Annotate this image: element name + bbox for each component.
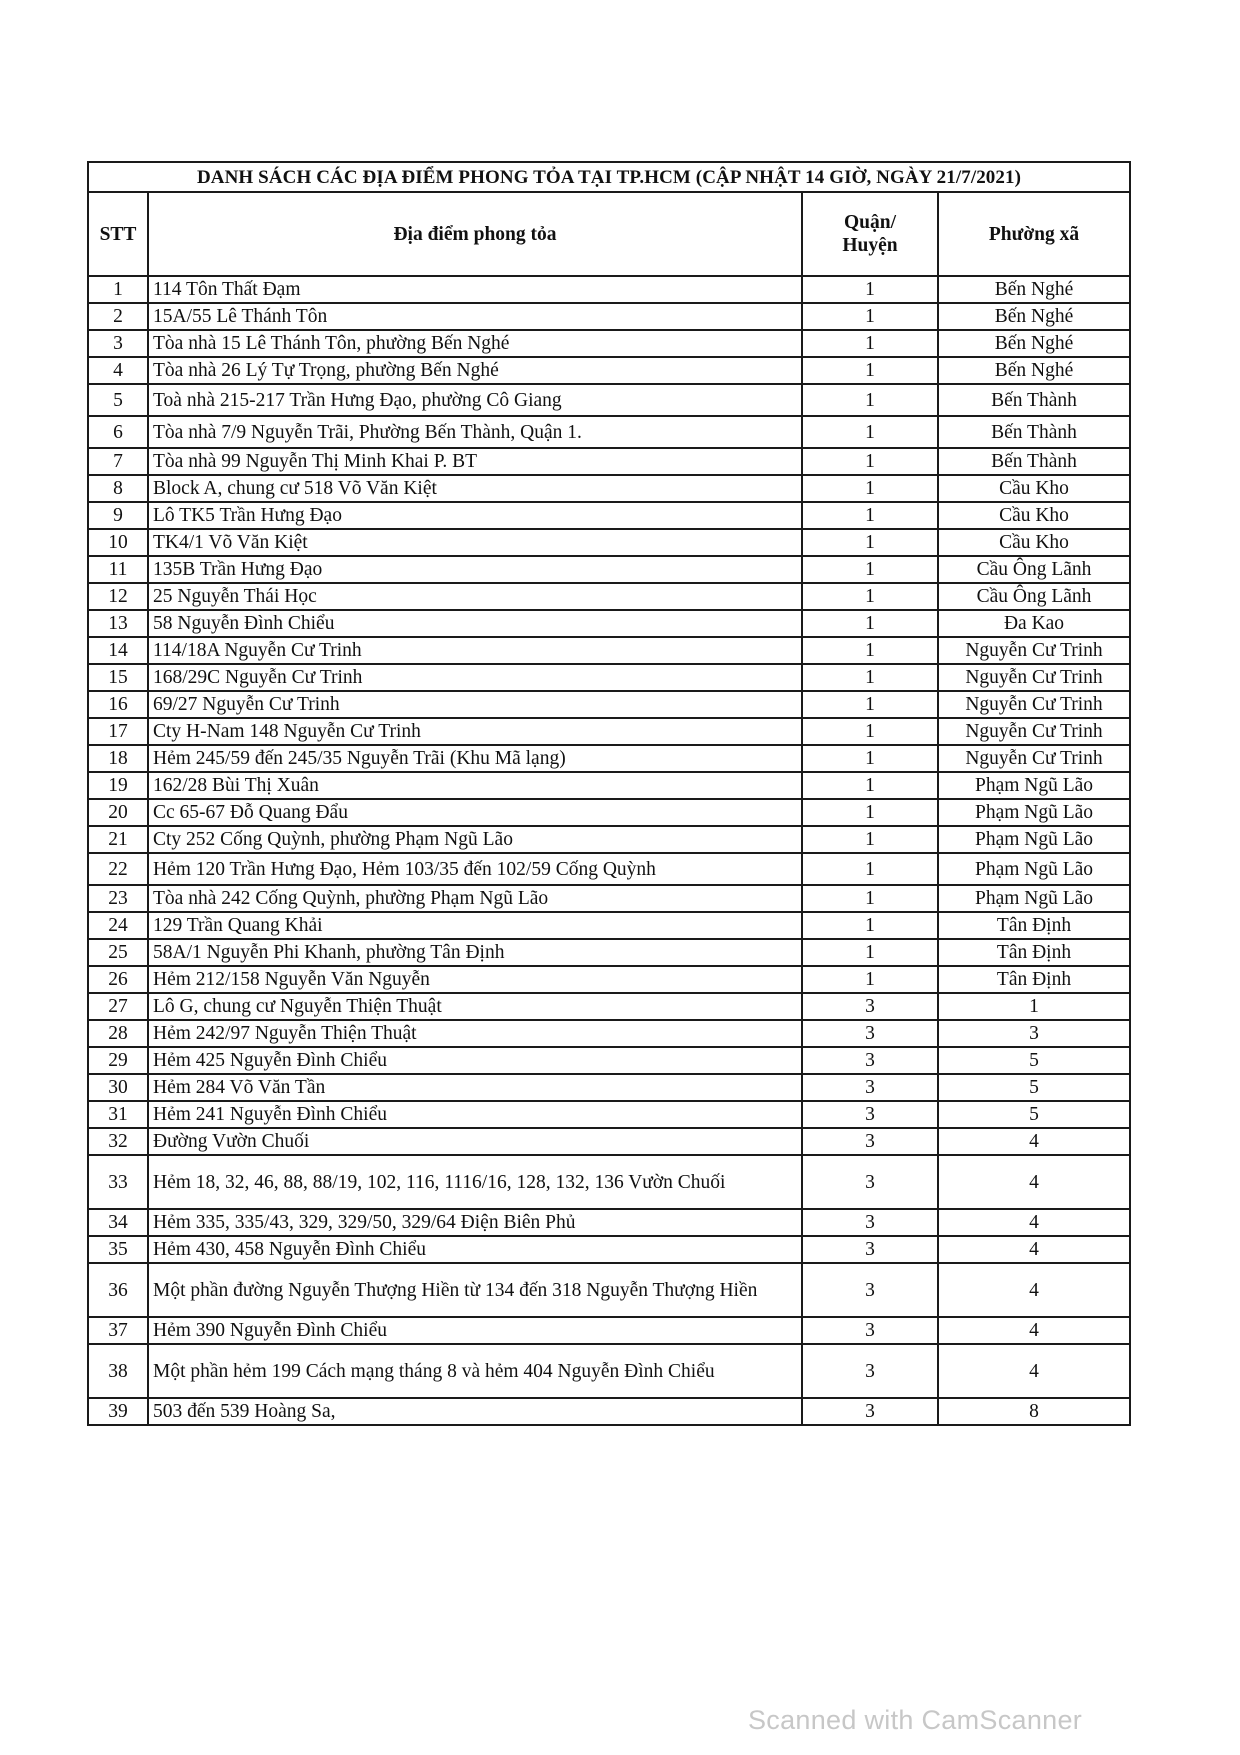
table-row	[88, 966, 1130, 993]
header-location: Địa điểm phong tỏa	[148, 192, 802, 276]
row-district: 3	[802, 1128, 938, 1155]
row-district: 1	[802, 853, 938, 885]
row-stt: 13	[88, 610, 148, 637]
row-ward: 4	[938, 1236, 1130, 1263]
row-district: 3	[802, 1263, 938, 1317]
row-stt: 2	[88, 303, 148, 330]
row-stt: 16	[88, 691, 148, 718]
document-title: DANH SÁCH CÁC ĐỊA ĐIỂM PHONG TỎA TẠI TP.HCM (CẬP NHẬT 14 GIỜ, NGÀY 21/7/2021)	[88, 162, 1130, 192]
row-ward: 8	[938, 1398, 1130, 1425]
row-ward: Cầu Ông Lãnh	[938, 583, 1130, 610]
lockdown-table	[87, 161, 1131, 1426]
row-ward: 4	[938, 1155, 1130, 1209]
scanner-watermark: Scanned with CamScanner	[748, 1705, 1083, 1735]
row-ward: Phạm Ngũ Lão	[938, 799, 1130, 826]
row-stt: 18	[88, 745, 148, 772]
row-stt: 17	[88, 718, 148, 745]
row-location: Tòa nhà 15 Lê Thánh Tôn, phường Bến Nghé	[148, 330, 802, 357]
row-location: 69/27 Nguyễn Cư Trinh	[148, 691, 802, 718]
table-row	[88, 384, 1130, 416]
table-row	[88, 1263, 1130, 1317]
row-stt: 28	[88, 1020, 148, 1047]
header-district-line2: Huyện	[842, 235, 898, 256]
row-ward: 5	[938, 1047, 1130, 1074]
table-row	[88, 502, 1130, 529]
row-district: 3	[802, 1209, 938, 1236]
row-location: 114/18A Nguyễn Cư Trinh	[148, 637, 802, 664]
row-stt: 36	[88, 1263, 148, 1317]
table-row	[88, 303, 1130, 330]
row-location: Hẻm 242/97 Nguyễn Thiện Thuật	[148, 1020, 802, 1047]
row-ward: 5	[938, 1101, 1130, 1128]
row-ward: 3	[938, 1020, 1130, 1047]
table-row	[88, 826, 1130, 853]
row-stt: 38	[88, 1344, 148, 1398]
row-district: 1	[802, 691, 938, 718]
row-district: 1	[802, 912, 938, 939]
row-stt: 20	[88, 799, 148, 826]
table-row	[88, 885, 1130, 912]
row-ward: 5	[938, 1074, 1130, 1101]
table-row	[88, 1128, 1130, 1155]
row-location: Hẻm 390 Nguyễn Đình Chiểu	[148, 1317, 802, 1344]
row-location: Tòa nhà 7/9 Nguyễn Trãi, Phường Bến Thành, Quận 1.	[148, 416, 802, 448]
row-ward: 1	[938, 993, 1130, 1020]
row-stt: 19	[88, 772, 148, 799]
table-row	[88, 583, 1130, 610]
table-row	[88, 556, 1130, 583]
row-ward: Tân Định	[938, 966, 1130, 993]
table-row	[88, 1236, 1130, 1263]
row-location: Hẻm 430, 458 Nguyễn Đình Chiểu	[148, 1236, 802, 1263]
table-row	[88, 691, 1130, 718]
row-district: 1	[802, 826, 938, 853]
table-row	[88, 610, 1130, 637]
table-row	[88, 718, 1130, 745]
row-district: 1	[802, 885, 938, 912]
row-ward: Phạm Ngũ Lão	[938, 885, 1130, 912]
row-stt: 4	[88, 357, 148, 384]
row-stt: 35	[88, 1236, 148, 1263]
row-ward: 4	[938, 1263, 1130, 1317]
row-district: 3	[802, 1344, 938, 1398]
row-district: 3	[802, 993, 938, 1020]
row-ward: Cầu Kho	[938, 502, 1130, 529]
row-location: Hẻm 245/59 đến 245/35 Nguyễn Trãi (Khu Mã lạng)	[148, 745, 802, 772]
table-row	[88, 1398, 1130, 1425]
row-ward: Phạm Ngũ Lão	[938, 826, 1130, 853]
row-location: 58A/1 Nguyễn Phi Khanh, phường Tân Định	[148, 939, 802, 966]
row-location: Tòa nhà 99 Nguyễn Thị Minh Khai P. BT	[148, 448, 802, 475]
table-row	[88, 1317, 1130, 1344]
table-row	[88, 637, 1130, 664]
row-stt: 11	[88, 556, 148, 583]
row-district: 1	[802, 502, 938, 529]
row-location: Block A, chung cư 518 Võ Văn Kiệt	[148, 475, 802, 502]
table-row	[88, 276, 1130, 303]
table-row	[88, 529, 1130, 556]
row-district: 1	[802, 772, 938, 799]
row-district: 1	[802, 718, 938, 745]
table-body	[88, 276, 1130, 1425]
row-ward: Phạm Ngũ Lão	[938, 772, 1130, 799]
row-district: 1	[802, 799, 938, 826]
row-location: Hẻm 212/158 Nguyễn Văn Nguyễn	[148, 966, 802, 993]
table-row	[88, 1344, 1130, 1398]
row-stt: 33	[88, 1155, 148, 1209]
row-location: Hẻm 241 Nguyễn Đình Chiểu	[148, 1101, 802, 1128]
row-ward: Bến Thành	[938, 416, 1130, 448]
row-district: 1	[802, 448, 938, 475]
row-ward: Bến Nghé	[938, 303, 1130, 330]
row-location: Toà nhà 215-217 Trần Hưng Đạo, phường Cô Giang	[148, 384, 802, 416]
row-location: 58 Nguyễn Đình Chiểu	[148, 610, 802, 637]
row-location: 15A/55 Lê Thánh Tôn	[148, 303, 802, 330]
row-district: 1	[802, 357, 938, 384]
row-district: 1	[802, 637, 938, 664]
row-stt: 3	[88, 330, 148, 357]
row-ward: Nguyễn Cư Trinh	[938, 691, 1130, 718]
row-stt: 37	[88, 1317, 148, 1344]
row-ward: Bến Thành	[938, 448, 1130, 475]
row-location: 135B Trần Hưng Đạo	[148, 556, 802, 583]
row-stt: 1	[88, 276, 148, 303]
row-district: 1	[802, 330, 938, 357]
row-stt: 39	[88, 1398, 148, 1425]
row-stt: 30	[88, 1074, 148, 1101]
row-district: 3	[802, 1020, 938, 1047]
table-row	[88, 330, 1130, 357]
row-ward: Bến Nghé	[938, 276, 1130, 303]
row-location: Cc 65-67 Đỗ Quang Đẩu	[148, 799, 802, 826]
row-stt: 26	[88, 966, 148, 993]
row-stt: 9	[88, 502, 148, 529]
row-ward: 4	[938, 1128, 1130, 1155]
row-ward: Đa Kao	[938, 610, 1130, 637]
table-row	[88, 1047, 1130, 1074]
row-ward: 4	[938, 1209, 1130, 1236]
table-row	[88, 1209, 1130, 1236]
row-location: Cty H-Nam 148 Nguyễn Cư Trinh	[148, 718, 802, 745]
table-row	[88, 448, 1130, 475]
table-row	[88, 912, 1130, 939]
row-ward: Cầu Kho	[938, 529, 1130, 556]
row-location: Lô TK5 Trần Hưng Đạo	[148, 502, 802, 529]
row-location: Đường Vườn Chuối	[148, 1128, 802, 1155]
row-district: 3	[802, 1101, 938, 1128]
row-district: 3	[802, 1236, 938, 1263]
row-ward: Tân Định	[938, 912, 1130, 939]
row-district: 1	[802, 475, 938, 502]
row-district: 1	[802, 276, 938, 303]
table-row	[88, 416, 1130, 448]
table-row	[88, 772, 1130, 799]
row-location: 503 đến 539 Hoàng Sa,	[148, 1398, 802, 1425]
row-district: 3	[802, 1047, 938, 1074]
row-location: Hẻm 284 Võ Văn Tần	[148, 1074, 802, 1101]
row-district: 3	[802, 1155, 938, 1209]
table-row	[88, 1155, 1130, 1209]
row-ward: 4	[938, 1317, 1130, 1344]
header-stt: STT	[88, 192, 148, 276]
table-row	[88, 1020, 1130, 1047]
row-ward: Bến Thành	[938, 384, 1130, 416]
row-ward: Nguyễn Cư Trinh	[938, 718, 1130, 745]
table-row	[88, 1101, 1130, 1128]
row-district: 1	[802, 745, 938, 772]
row-district: 1	[802, 939, 938, 966]
row-stt: 25	[88, 939, 148, 966]
row-location: 162/28 Bùi Thị Xuân	[148, 772, 802, 799]
row-stt: 29	[88, 1047, 148, 1074]
row-stt: 15	[88, 664, 148, 691]
row-location: Hẻm 425 Nguyễn Đình Chiểu	[148, 1047, 802, 1074]
row-location: Tòa nhà 26 Lý Tự Trọng, phường Bến Nghé	[148, 357, 802, 384]
row-location: Hẻm 18, 32, 46, 88, 88/19, 102, 116, 1116/16, 128, 132, 136 Vườn Chuối	[148, 1155, 802, 1209]
row-district: 1	[802, 664, 938, 691]
row-stt: 21	[88, 826, 148, 853]
header-district-line1: Quận/	[843, 212, 897, 233]
row-stt: 22	[88, 853, 148, 885]
row-stt: 23	[88, 885, 148, 912]
row-stt: 5	[88, 384, 148, 416]
row-location: Một phần đường Nguyễn Thượng Hiền từ 134 đến 318 Nguyễn Thượng Hiền	[148, 1263, 802, 1317]
row-ward: Nguyễn Cư Trinh	[938, 664, 1130, 691]
row-location: TK4/1 Võ Văn Kiệt	[148, 529, 802, 556]
row-stt: 7	[88, 448, 148, 475]
row-district: 3	[802, 1398, 938, 1425]
table-row	[88, 475, 1130, 502]
row-stt: 32	[88, 1128, 148, 1155]
row-location: Hẻm 335, 335/43, 329, 329/50, 329/64 Điện Biên Phủ	[148, 1209, 802, 1236]
table-row	[88, 1074, 1130, 1101]
table-row	[88, 745, 1130, 772]
row-ward: Bến Nghé	[938, 357, 1130, 384]
table-row	[88, 939, 1130, 966]
row-ward: Tân Định	[938, 939, 1130, 966]
table-row	[88, 357, 1130, 384]
row-district: 1	[802, 416, 938, 448]
row-district: 1	[802, 610, 938, 637]
row-stt: 14	[88, 637, 148, 664]
row-stt: 8	[88, 475, 148, 502]
row-district: 1	[802, 384, 938, 416]
row-ward: Bến Nghé	[938, 330, 1130, 357]
table-row	[88, 993, 1130, 1020]
row-stt: 6	[88, 416, 148, 448]
header-district	[802, 192, 938, 276]
row-ward: Nguyễn Cư Trinh	[938, 745, 1130, 772]
row-stt: 31	[88, 1101, 148, 1128]
row-district: 1	[802, 303, 938, 330]
row-ward: Cầu Kho	[938, 475, 1130, 502]
row-district: 3	[802, 1074, 938, 1101]
row-stt: 12	[88, 583, 148, 610]
row-district: 1	[802, 583, 938, 610]
row-district: 1	[802, 529, 938, 556]
row-ward: Phạm Ngũ Lão	[938, 853, 1130, 885]
table-row	[88, 664, 1130, 691]
row-stt: 10	[88, 529, 148, 556]
row-location: 129 Trần Quang Khải	[148, 912, 802, 939]
table-row	[88, 799, 1130, 826]
row-stt: 24	[88, 912, 148, 939]
row-stt: 34	[88, 1209, 148, 1236]
row-location: 114 Tôn Thất Đạm	[148, 276, 802, 303]
row-district: 1	[802, 966, 938, 993]
row-stt: 27	[88, 993, 148, 1020]
row-ward: 4	[938, 1344, 1130, 1398]
row-district: 1	[802, 556, 938, 583]
header-ward: Phường xã	[938, 192, 1130, 276]
row-location: Lô G, chung cư Nguyễn Thiện Thuật	[148, 993, 802, 1020]
row-location: 25 Nguyễn Thái Học	[148, 583, 802, 610]
row-location: Một phần hẻm 199 Cách mạng tháng 8 và hẻm 404 Nguyễn Đình Chiểu	[148, 1344, 802, 1398]
row-location: Hẻm 120 Trần Hưng Đạo, Hẻm 103/35 đến 102/59 Cống Quỳnh	[148, 853, 802, 885]
row-district: 3	[802, 1317, 938, 1344]
row-location: 168/29C Nguyễn Cư Trinh	[148, 664, 802, 691]
row-ward: Nguyễn Cư Trinh	[938, 637, 1130, 664]
row-location: Tòa nhà 242 Cống Quỳnh, phường Phạm Ngũ Lão	[148, 885, 802, 912]
table-row	[88, 853, 1130, 885]
row-location: Cty 252 Cống Quỳnh, phường Phạm Ngũ Lão	[148, 826, 802, 853]
row-ward: Cầu Ông Lãnh	[938, 556, 1130, 583]
